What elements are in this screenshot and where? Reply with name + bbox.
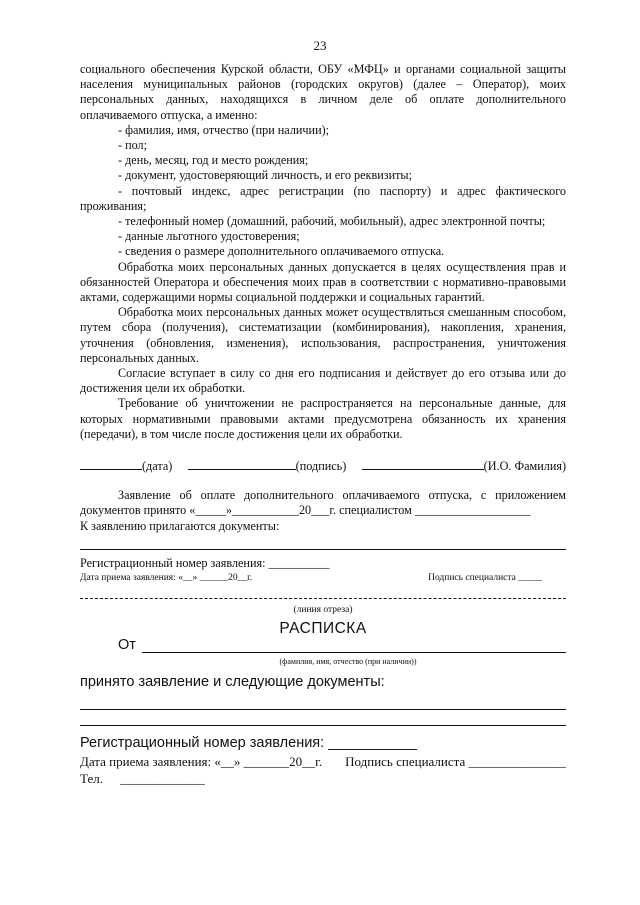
- reg-number-label: Регистрационный номер заявления: __________: [80, 555, 330, 570]
- list-item: - почтовый индекс, адрес регистрации (по паспорту) и адрес фактического проживания;: [80, 183, 566, 213]
- sign-label-2: Подпись специалиста _______________: [345, 753, 566, 769]
- receipt-title: РАСПИСКА: [279, 619, 367, 637]
- from-label: От: [118, 636, 136, 653]
- paragraph: Требование об уничтожении не распространяется на персональные данные, для которых нормативными правовыми актами предусмотрена обязанность их хранения (передачи), в том числе после достижения цели их обработки.: [80, 396, 566, 441]
- date-sign-row-small: [80, 571, 566, 586]
- cut-label: (линия отреза): [293, 605, 353, 616]
- list-item: - данные льготного удостоверения;: [118, 229, 300, 244]
- signature-label: (подпись): [295, 459, 347, 474]
- intro-paragraph: социального обеспечения Курской области, ОБУ «МФЦ» и органами социальной защиты населения муниципальных районов (городских округов) (далее – Оператор), моих персональных данных, находящихся в личном деле об оплате дополнительного оплачиваемого отпуска, а именно:: [80, 62, 566, 122]
- list-item: - документ, удостоверяющий личность, и его реквизиты;: [118, 168, 412, 183]
- tel-label: Тел.: [80, 770, 103, 786]
- paragraph: Согласие вступает в силу со дня его подписания и действует до его отзыва или до достижения цели их обработки.: [80, 366, 566, 396]
- statement-paragraph: Заявление об оплате дополнительного оплачиваемого отпуска, с приложением документов принято «_____»___________20___г. специалистом ___________________: [80, 488, 566, 518]
- paragraph: Обработка моих персональных данных может осуществляться смешанным способом, путем сбора (получения), систематизации (комбинирования), накопления, хранения, уточнения (обновления, изменения), использования, распространения, уничтожения персональных данных.: [80, 305, 566, 365]
- cut-line: [80, 598, 566, 599]
- list-item: - телефонный номер (домашний, рабочий, мобильный), адрес электронной почты;: [118, 214, 546, 229]
- docs-line-2[interactable]: [80, 724, 566, 726]
- name-line[interactable]: [362, 458, 484, 470]
- document-body: [80, 62, 566, 786]
- date-label-2: Дата приема заявления: «__» _______20__г.: [80, 753, 323, 769]
- from-line[interactable]: [142, 638, 566, 653]
- attached-docs-line[interactable]: [80, 548, 566, 550]
- fio-hint: (фамилия, имя, отчество (при наличии)): [279, 656, 417, 666]
- accepted-label: принято заявление и следующие документы:: [80, 674, 385, 691]
- list-item: - пол;: [118, 138, 148, 153]
- signature-line[interactable]: [188, 458, 296, 470]
- signature-row: [80, 458, 566, 474]
- docs-line-1[interactable]: [80, 708, 566, 710]
- paragraph: Обработка моих персональных данных допускается в целях осуществления прав и обязанностей Оператора и обеспечения моих прав в соответствии с нормативно-правовыми актами, содержащими нормы социальной поддержки и социальных гарантий.: [80, 259, 566, 305]
- page-number: 23: [313, 38, 327, 53]
- name-label: (И.О. Фамилия): [483, 459, 566, 474]
- list-item: - сведения о размере дополнительного оплачиваемого отпуска.: [118, 244, 445, 259]
- from-row: [80, 638, 566, 653]
- date-line[interactable]: [80, 458, 142, 470]
- date-small: Дата приема заявления: «__» ______20__г.: [80, 573, 253, 584]
- list-item: - день, месяц, год и место рождения;: [118, 153, 309, 168]
- date-sign-row: [80, 754, 566, 769]
- list-item: - фамилия, имя, отчество (при наличии);: [118, 122, 330, 137]
- date-label: (дата): [142, 459, 173, 474]
- reg-number-label-2: Регистрационный номер заявления: ___________: [80, 735, 417, 752]
- tel-row: [80, 771, 566, 786]
- sign-small: Подпись специалиста _____: [428, 573, 542, 584]
- attached-label: К заявлению прилагаются документы:: [80, 518, 280, 533]
- tel-line[interactable]: _____________: [120, 770, 205, 786]
